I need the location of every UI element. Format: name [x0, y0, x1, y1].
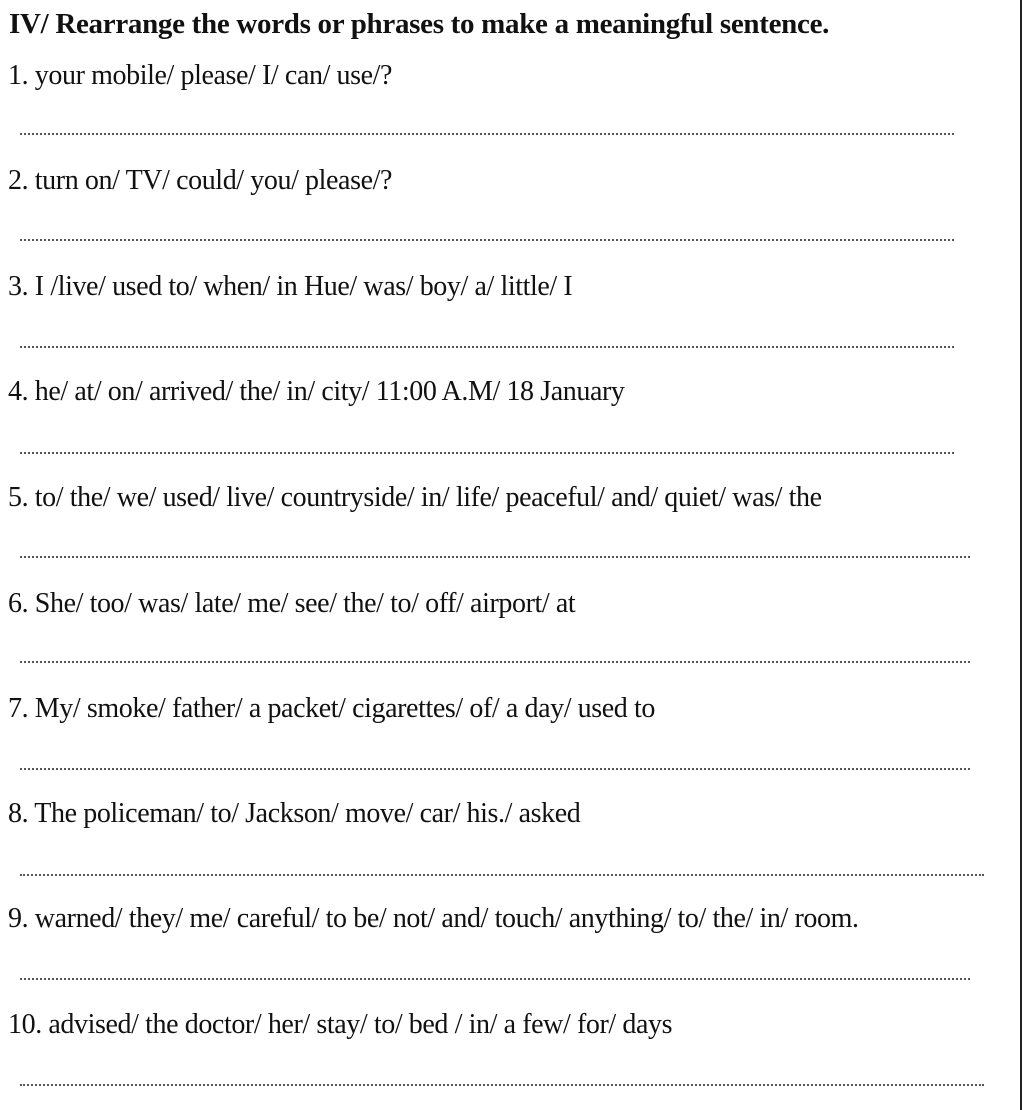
- page-right-border: [1020, 0, 1022, 1110]
- answer-line-8[interactable]: [20, 874, 984, 876]
- question-1: 1. your mobile/ please/ I/ can/ use/?: [8, 60, 393, 91]
- answer-line-7[interactable]: [20, 768, 970, 770]
- question-9: 9. warned/ they/ me/ careful/ to be/ not/ and/ touch/ anything/ to/ the/ in/ room.: [8, 903, 859, 934]
- question-6: 6. She/ too/ was/ late/ me/ see/ the/ to/ off/ airport/ at: [8, 588, 576, 619]
- question-4: 4. he/ at/ on/ arrived/ the/ in/ city/ 11:00 A.M/ 18 January: [8, 376, 625, 407]
- answer-line-5[interactable]: [20, 556, 970, 558]
- answer-line-2[interactable]: [20, 239, 954, 241]
- answer-line-6[interactable]: [20, 661, 970, 663]
- question-2: 2. turn on/ TV/ could/ you/ please/?: [8, 165, 393, 196]
- answer-line-9[interactable]: [20, 978, 970, 980]
- question-5: 5. to/ the/ we/ used/ live/ countryside/ in/ life/ peaceful/ and/ quiet/ was/ the: [8, 482, 822, 513]
- question-3: 3. I /live/ used to/ when/ in Hue/ was/ boy/ a/ little/ I: [8, 271, 573, 302]
- answer-line-1[interactable]: [20, 133, 954, 135]
- answer-line-4[interactable]: [20, 452, 954, 454]
- question-7: 7. My/ smoke/ father/ a packet/ cigarettes/ of/ a day/ used to: [8, 693, 655, 724]
- answer-line-10[interactable]: [20, 1084, 984, 1086]
- answer-line-3[interactable]: [20, 346, 954, 348]
- question-8: 8. The policeman/ to/ Jackson/ move/ car/ his./ asked: [8, 798, 581, 829]
- question-10: 10. advised/ the doctor/ her/ stay/ to/ bed / in/ a few/ for/ days: [8, 1009, 673, 1040]
- exercise-heading: IV/ Rearrange the words or phrases to make a meaningful sentence.: [9, 8, 830, 40]
